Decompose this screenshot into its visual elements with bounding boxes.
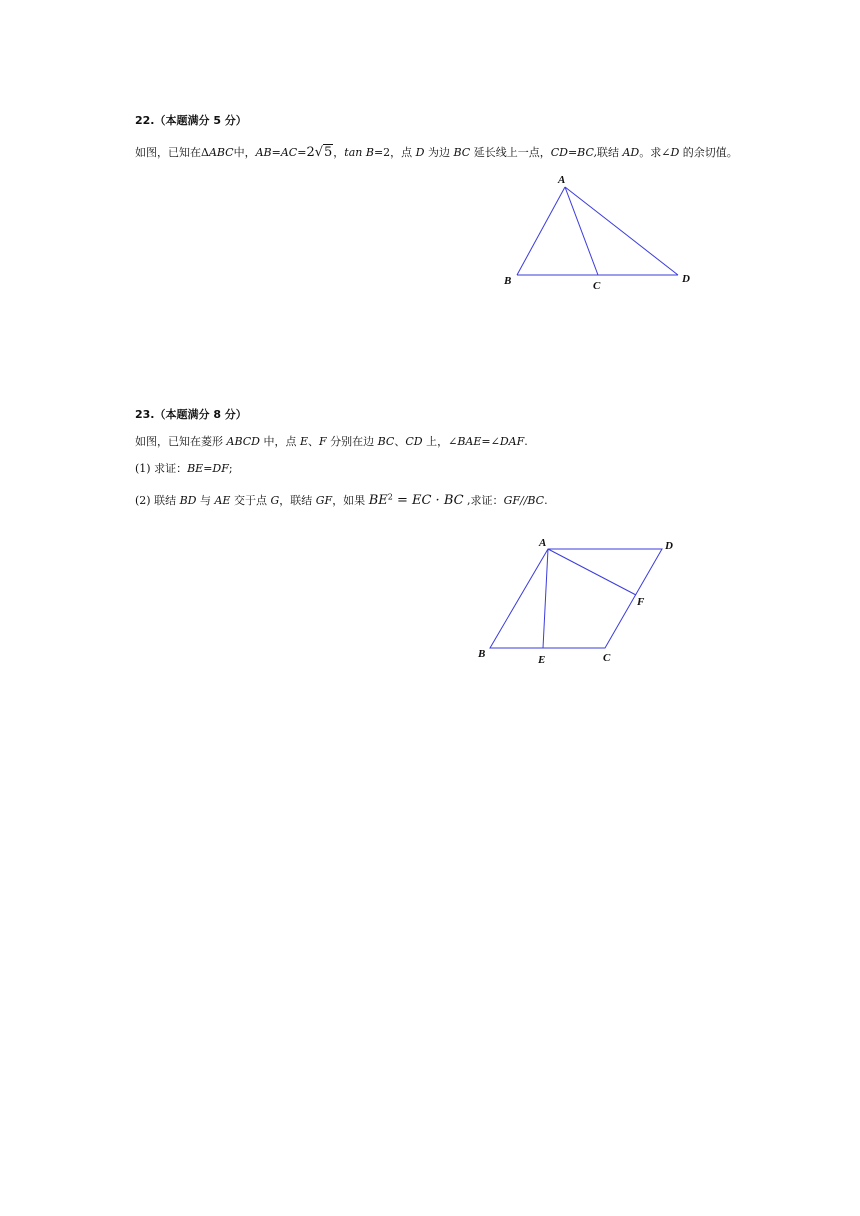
q22-label-A: A bbox=[558, 174, 566, 186]
q23-line-AE bbox=[543, 549, 548, 648]
q23-i4: 、 bbox=[308, 435, 319, 448]
q23-i3: E bbox=[299, 435, 308, 448]
q22-label-B: B bbox=[504, 275, 512, 287]
q22-t8: tan B bbox=[344, 146, 374, 159]
q23-i8: 、 bbox=[394, 435, 406, 448]
q23-figure bbox=[470, 532, 685, 672]
q23-i6: 分别在边 bbox=[326, 435, 378, 448]
q22-t3: AB=AC= bbox=[255, 146, 307, 159]
q23-i7: BC bbox=[377, 435, 395, 448]
q22-figure bbox=[495, 168, 705, 296]
q23-i10: 上，∠ bbox=[422, 435, 458, 448]
q22-t15: 联结 bbox=[596, 146, 623, 159]
q23-p2-10: 2 bbox=[387, 492, 393, 502]
q22-t7: ， bbox=[333, 146, 345, 159]
q22-line-AB bbox=[517, 187, 565, 275]
q22-sqrt-arg: 5 bbox=[324, 145, 333, 160]
q23-i1: ABCD bbox=[226, 435, 260, 448]
q23-p2-7: GF bbox=[315, 494, 333, 507]
q23-i5: F bbox=[319, 435, 327, 448]
q23-i0: 如图，已知在菱形 bbox=[135, 435, 227, 448]
q23-label-F: F bbox=[637, 596, 645, 608]
q22-sqrt-sign: √ bbox=[314, 145, 324, 160]
q23-p2-14: . bbox=[544, 494, 548, 507]
q23-p2-6: ，联结 bbox=[279, 494, 316, 507]
q23-p2-3: AE bbox=[214, 494, 231, 507]
q22-t0: 如图，已知在Δ bbox=[135, 146, 209, 159]
q22-sqrt bbox=[315, 145, 334, 160]
q23-p2-1: BD bbox=[179, 494, 197, 507]
q23-p2-12: ,求证： bbox=[463, 494, 504, 507]
q22-t18: D bbox=[670, 146, 680, 159]
q23-p1-0: (1) 求证： bbox=[135, 462, 188, 475]
q22-t4: 2 bbox=[306, 145, 315, 160]
q22-title: 22.（本题满分 5 分） bbox=[135, 114, 247, 127]
q23-i2: 中，点 bbox=[259, 435, 300, 448]
q22-text bbox=[135, 144, 738, 160]
q23-part1 bbox=[135, 460, 233, 476]
q23-p2-11: = EC · BC bbox=[392, 493, 464, 508]
q23-part2 bbox=[135, 492, 548, 508]
q23-label-A: A bbox=[539, 537, 547, 549]
q23-i14: . bbox=[524, 435, 528, 448]
q23-p1-1: BE=DF bbox=[187, 462, 229, 475]
q23-i9: CD bbox=[405, 435, 423, 448]
q23-title: 23.（本题满分 8 分） bbox=[135, 408, 247, 421]
q23-label-C: C bbox=[603, 652, 611, 664]
q22-label-C: C bbox=[593, 280, 601, 292]
q22-t12: BC bbox=[453, 146, 471, 159]
q23-label-E: E bbox=[538, 654, 546, 666]
q22-t1: ABC bbox=[208, 146, 234, 159]
q23-i12: =∠ bbox=[481, 435, 500, 448]
q22-t9: =2，点 bbox=[373, 146, 416, 159]
q22-t17: 。求∠ bbox=[639, 146, 671, 159]
q22-t19: 的余切值。 bbox=[679, 146, 738, 159]
q23-p2-9: BE bbox=[368, 493, 388, 508]
q23-p2-5: G bbox=[270, 494, 280, 507]
q22-t10: D bbox=[415, 146, 425, 159]
q22-t14: CD=BC, bbox=[550, 146, 597, 159]
q23-p1-2: ; bbox=[228, 462, 233, 475]
q23-label-D: D bbox=[665, 540, 673, 552]
q23-line-AF bbox=[548, 549, 636, 595]
q23-label-B: B bbox=[478, 648, 486, 660]
q22-t13: 延长线上一点， bbox=[470, 146, 551, 159]
q23-i13: DAF bbox=[499, 435, 525, 448]
q23-p2-0: (2) 联结 bbox=[135, 494, 180, 507]
q23-i11: BAE bbox=[457, 435, 482, 448]
q22-t16: AD bbox=[622, 146, 640, 159]
q23-p2-2: 与 bbox=[196, 494, 215, 507]
q23-p2-13: GF//BC bbox=[503, 494, 545, 507]
q22-t11: 为边 bbox=[424, 146, 454, 159]
q22-t2: 中， bbox=[233, 146, 256, 159]
q23-p2-8: ，如果 bbox=[332, 494, 369, 507]
q23-intro bbox=[135, 433, 528, 449]
q22-label-D: D bbox=[682, 273, 690, 285]
q23-p2-4: 交于点 bbox=[230, 494, 271, 507]
